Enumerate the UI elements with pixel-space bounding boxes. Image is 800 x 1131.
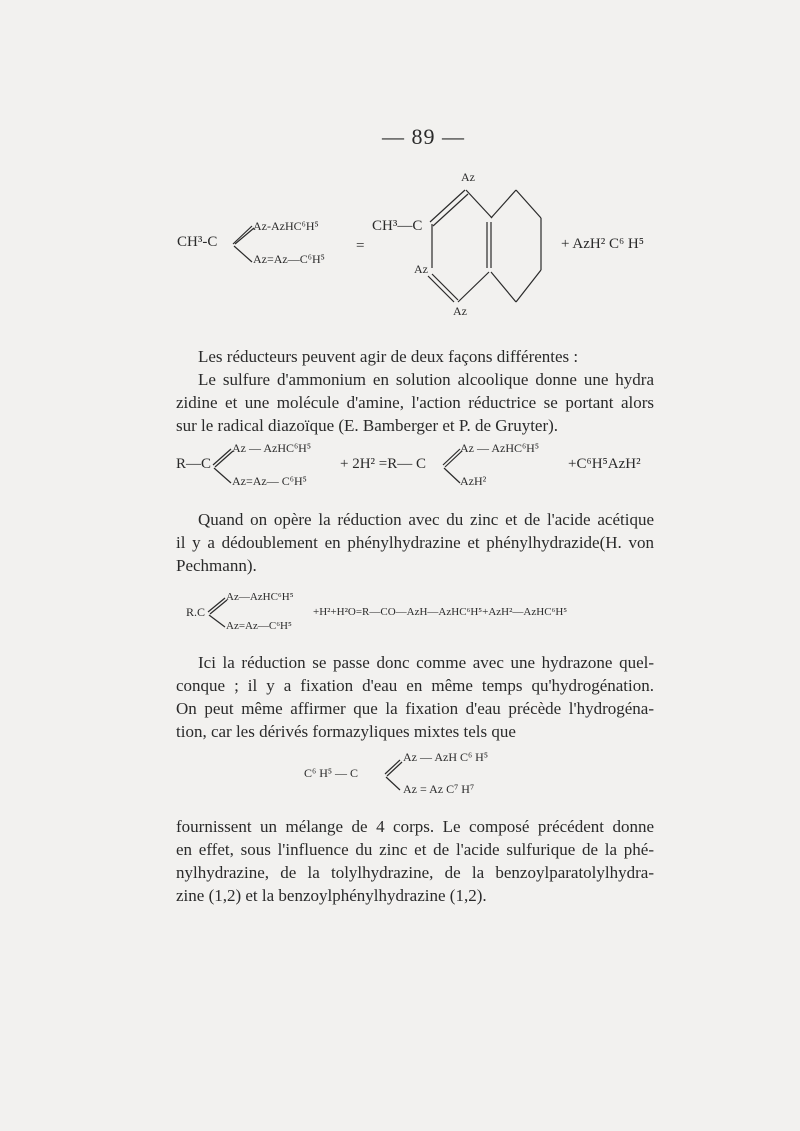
ring-bond xyxy=(491,190,516,218)
bond-line xyxy=(209,615,225,627)
formula2-right: +C⁶H⁵AzH² xyxy=(568,456,641,472)
bond-line xyxy=(210,600,227,614)
paragraph3-line: tion, car les dérivés formazyliques mixtes tels que xyxy=(176,722,516,741)
bond-line xyxy=(385,760,400,774)
page-number: — 89 — xyxy=(382,124,465,149)
formula3-lower-branch: Az=Az—C⁶H⁵ xyxy=(226,620,292,632)
ring-bond xyxy=(516,270,541,302)
paragraph1-line: Le sulfure d'ammonium en solution alcoolique donne une hydra xyxy=(198,370,654,389)
formula1-ring-bottom-atom: Az xyxy=(453,304,467,318)
bond-line xyxy=(235,228,254,244)
formula2-lower-branch: Az=Az— C⁶H⁵ xyxy=(232,474,307,488)
ring-bond xyxy=(428,276,454,302)
paragraph1-line: sur le radical diazoïque (E. Bamberger et P. de Gruyter). xyxy=(176,416,559,435)
ring-bond xyxy=(433,194,468,226)
paragraph2-line: Pechmann). xyxy=(176,556,257,575)
formula3-left: R.C xyxy=(186,605,206,619)
formula1-ring-prefix: CH³—C xyxy=(372,218,423,234)
formula4-left: C⁶ H⁵ — C xyxy=(304,766,359,780)
formula3-right: +H²+H²O=R—CO—AzH—AzHC⁶H⁵+AzH²—AzHC⁶H⁵ xyxy=(313,606,568,618)
paragraph4-line: fournissent un mélange de 4 corps. Le composé précédent donne xyxy=(176,817,654,836)
bond-line xyxy=(214,468,231,483)
formula1-lower-branch: Az=Az—C⁶H⁵ xyxy=(253,252,325,266)
paragraph3-line: On peut même affirmer que la fixation d'eau précède l'hydrogéna- xyxy=(176,699,654,718)
bond-line xyxy=(443,449,460,465)
bond-line xyxy=(386,777,400,790)
paragraph1-line: Les réducteurs peuvent agir de deux façons différentes : xyxy=(198,347,579,366)
formula1-left-group: CH³-C xyxy=(177,234,218,250)
formula2-upper-branch: Az — AzHC⁶H⁵ xyxy=(232,441,312,455)
formula4-upper-branch: Az — AzH C⁶ H⁵ xyxy=(403,750,489,764)
formula2-middle: + 2H² =R— C xyxy=(340,456,427,472)
paragraph1-line: zidine et une molécule d'amine, l'action réductrice se portant alors xyxy=(176,393,654,412)
bond-line xyxy=(444,468,460,483)
formula1-equals: = xyxy=(356,238,365,254)
paragraph4-line: zine (1,2) et la benzoylphénylhydrazine (1,2). xyxy=(176,886,487,905)
bond-line xyxy=(213,449,231,465)
bond-line xyxy=(233,226,252,244)
ring-bond xyxy=(432,274,458,300)
formula1-ring-top-atom: Az xyxy=(461,170,475,184)
paragraph3-line: Ici la réduction se passe donc comme avec une hydrazone quel- xyxy=(198,653,654,672)
ring-bond xyxy=(491,272,516,302)
ring-bond xyxy=(430,190,465,222)
formula3-upper-branch: Az—AzHC⁶H⁵ xyxy=(226,591,294,603)
paragraph4-line: en effet, sous l'influence du zinc et de l'acide sulfurique de la phé- xyxy=(176,840,654,859)
ring-bond xyxy=(466,190,492,218)
ring-bond xyxy=(458,272,489,302)
bond-line xyxy=(445,451,462,467)
formula1-product: + AzH² C⁶ H⁵ xyxy=(561,236,644,252)
formula2-lower-branch-2: AzH² xyxy=(460,474,487,488)
paragraph3-line: conque ; il y a fixation d'eau en même temps qu'hydrogénation. xyxy=(176,676,654,695)
formula1-upper-branch: Az-AzHC⁶H⁵ xyxy=(253,219,319,233)
formula4-lower-branch: Az = Az C⁷ H⁷ xyxy=(403,782,475,796)
ring-bond xyxy=(516,190,541,218)
bond-line xyxy=(215,451,233,467)
formula1-ring-side-atom: Az xyxy=(414,262,428,276)
formula2-upper-branch-2: Az — AzHC⁶H⁵ xyxy=(460,441,540,455)
paragraph4-line: nylhydrazine, de la tolylhydrazine, de la benzoylparatolylhydra- xyxy=(176,863,654,882)
bond-line xyxy=(234,246,252,262)
bond-line xyxy=(387,762,402,776)
bond-line xyxy=(208,598,225,612)
paragraph2-line: Quand on opère la réduction avec du zinc et de l'acide acétique xyxy=(198,510,654,529)
paragraph2-line: il y a dédoublement en phénylhydrazine et phénylhydrazide(H. von xyxy=(176,533,654,552)
formula2-left: R—C xyxy=(176,456,212,472)
